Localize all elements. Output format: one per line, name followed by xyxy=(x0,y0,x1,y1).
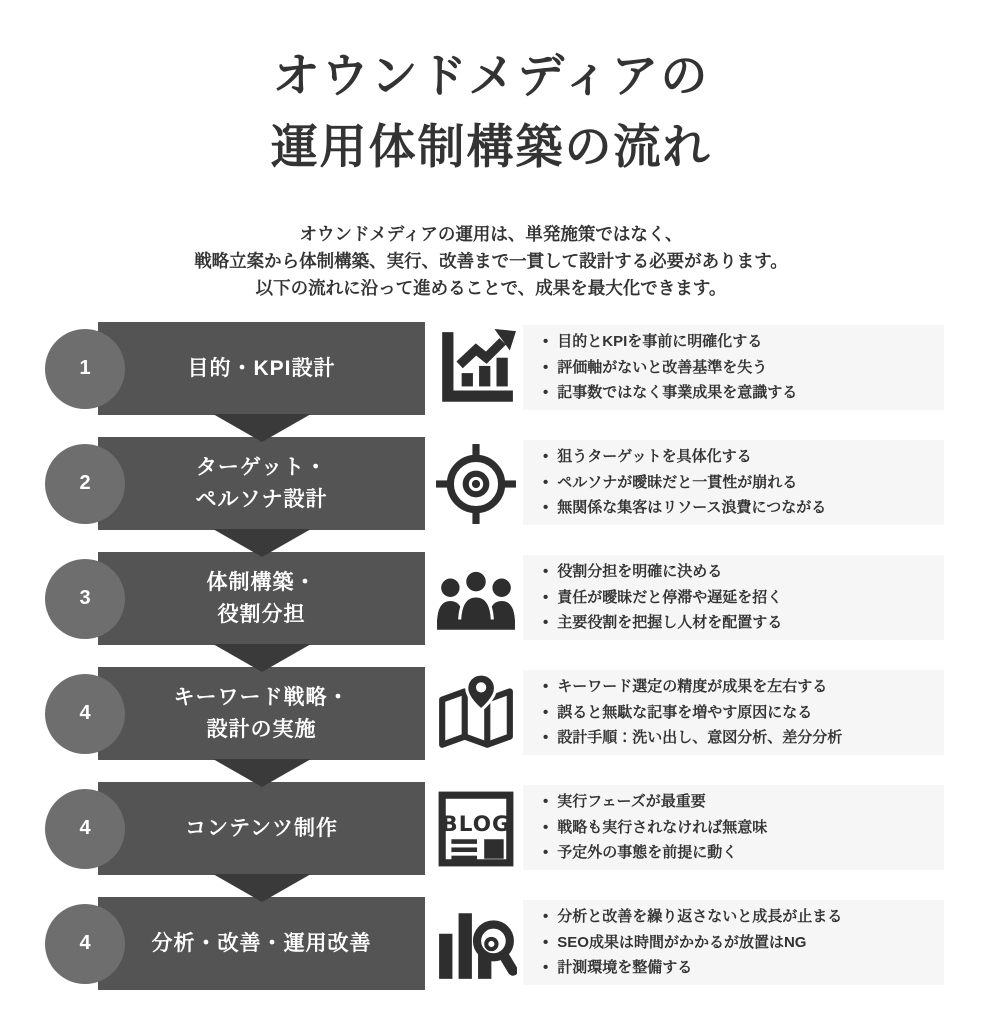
page-title xyxy=(0,0,982,183)
step-bullets xyxy=(543,559,934,636)
step-number: 1 xyxy=(79,357,91,379)
step-number-badge xyxy=(45,329,125,409)
blog-icon xyxy=(433,786,519,872)
step-detail-box xyxy=(523,440,944,525)
bullet-item: • 評価軸がないと改善基準を失う xyxy=(543,355,934,381)
step-bullets xyxy=(543,904,934,981)
step-title-line: ターゲット・ xyxy=(195,456,328,479)
bullet-item: • 責任が曖昧だと停滞や遅延を招く xyxy=(543,585,934,611)
page-subtitle xyxy=(0,221,982,302)
bullet-item: • 誤ると無駄な記事を増やす原因になる xyxy=(543,700,934,726)
step-bullets xyxy=(543,789,934,866)
flow-arrow-down-icon xyxy=(213,414,311,442)
bullet-item: • 戦略も実行されなければ無意味 xyxy=(543,815,934,841)
step-row xyxy=(0,782,982,875)
step-title-banner xyxy=(98,552,425,645)
subtitle-line-3: 以下の流れに沿って進めることで、成果を最大化できます。 xyxy=(255,278,727,299)
bullet-item: • 設計手順：洗い出し、意図分析、差分分析 xyxy=(543,725,934,751)
step-row xyxy=(0,897,982,990)
team-icon xyxy=(433,556,519,642)
step-title xyxy=(207,567,317,630)
subtitle-line-1: オウンドメディアの運用は、単発施策ではなく、 xyxy=(299,223,683,244)
growth-chart-icon xyxy=(433,326,519,412)
page-title-line-1: オウンドメディアの xyxy=(272,49,710,102)
bullet-item: • 目的とKPIを事前に明確化する xyxy=(543,329,934,355)
bullet-item: • 分析と改善を繰り返さないと成長が止まる xyxy=(543,904,934,930)
step-row xyxy=(0,322,982,415)
step-number-badge xyxy=(45,674,125,754)
step-number-badge xyxy=(45,789,125,869)
step-title xyxy=(187,353,335,385)
page-title-line-2: 運用体制構築の流れ xyxy=(270,120,712,174)
svg-text:BLOG: BLOG xyxy=(441,811,511,837)
bullet-item: • ペルソナが曖昧だと一貫性が崩れる xyxy=(543,470,934,496)
step-row xyxy=(0,552,982,645)
step-detail-box xyxy=(523,785,944,870)
step-number-badge xyxy=(45,444,125,524)
bullet-item: • 実行フェーズが最重要 xyxy=(543,789,934,815)
step-row xyxy=(0,667,982,760)
step-detail-box xyxy=(523,900,944,985)
step-bullets xyxy=(543,444,934,521)
step-title xyxy=(185,813,338,845)
flow-arrow-down-icon xyxy=(213,644,311,672)
step-detail-box xyxy=(523,670,944,755)
steps-list xyxy=(0,322,982,1012)
step-title-banner xyxy=(98,782,425,875)
step-detail-box xyxy=(523,325,944,410)
bullet-item: • 予定外の事態を前提に動く xyxy=(543,840,934,866)
bullet-item: • 狙うターゲットを具体化する xyxy=(543,444,934,470)
step-detail-box xyxy=(523,555,944,640)
step-title-line: 役割分担 xyxy=(217,602,306,626)
step-number: 4 xyxy=(79,932,91,954)
step-bullets xyxy=(543,674,934,751)
step-title-line: キーワード戦略・ xyxy=(173,686,350,709)
target-icon xyxy=(433,441,519,527)
step-title xyxy=(196,452,328,515)
flow-arrow-down-icon xyxy=(213,874,311,902)
bullet-item: • 計測環境を整備する xyxy=(543,955,934,981)
bullet-item: • SEO成果は時間がかかるが放置はNG xyxy=(543,930,934,956)
step-title-line: 分析・改善・運用改善 xyxy=(151,931,372,955)
step-title-line: 目的・KPI設計 xyxy=(187,356,336,380)
step-title xyxy=(174,682,350,745)
bullet-item: • 主要役割を把握し人材を配置する xyxy=(543,610,934,636)
step-number: 4 xyxy=(79,817,91,839)
step-number-badge xyxy=(45,904,125,984)
subtitle-line-2: 戦略立案から体制構築、実行、改善まで一貫して設計する必要があります。 xyxy=(194,251,788,271)
map-pin-icon xyxy=(433,671,519,757)
analytics-search-icon xyxy=(433,901,519,987)
step-title-line: 設計の実施 xyxy=(206,717,317,741)
step-number: 4 xyxy=(79,702,91,724)
step-title-line: コンテンツ制作 xyxy=(185,816,338,840)
step-title-banner xyxy=(98,897,425,990)
step-title-line: ペルソナ設計 xyxy=(195,487,328,511)
step-number: 2 xyxy=(79,472,91,494)
flow-arrow-down-icon xyxy=(213,759,311,787)
step-bullets xyxy=(543,329,934,406)
step-number: 3 xyxy=(79,587,91,609)
bullet-item: • キーワード選定の精度が成果を左右する xyxy=(543,674,934,700)
bullet-item: • 記事数ではなく事業成果を意識する xyxy=(543,380,934,406)
step-title-banner xyxy=(98,322,425,415)
step-title-banner xyxy=(98,437,425,530)
step-number-badge xyxy=(45,559,125,639)
bullet-item: • 無関係な集客はリソース浪費につながる xyxy=(543,495,934,521)
bullet-item: • 役割分担を明確に決める xyxy=(543,559,934,585)
step-row xyxy=(0,437,982,530)
flow-arrow-down-icon xyxy=(213,529,311,557)
step-title-banner xyxy=(98,667,425,760)
step-title xyxy=(152,928,372,960)
step-title-line: 体制構築・ xyxy=(206,571,317,594)
